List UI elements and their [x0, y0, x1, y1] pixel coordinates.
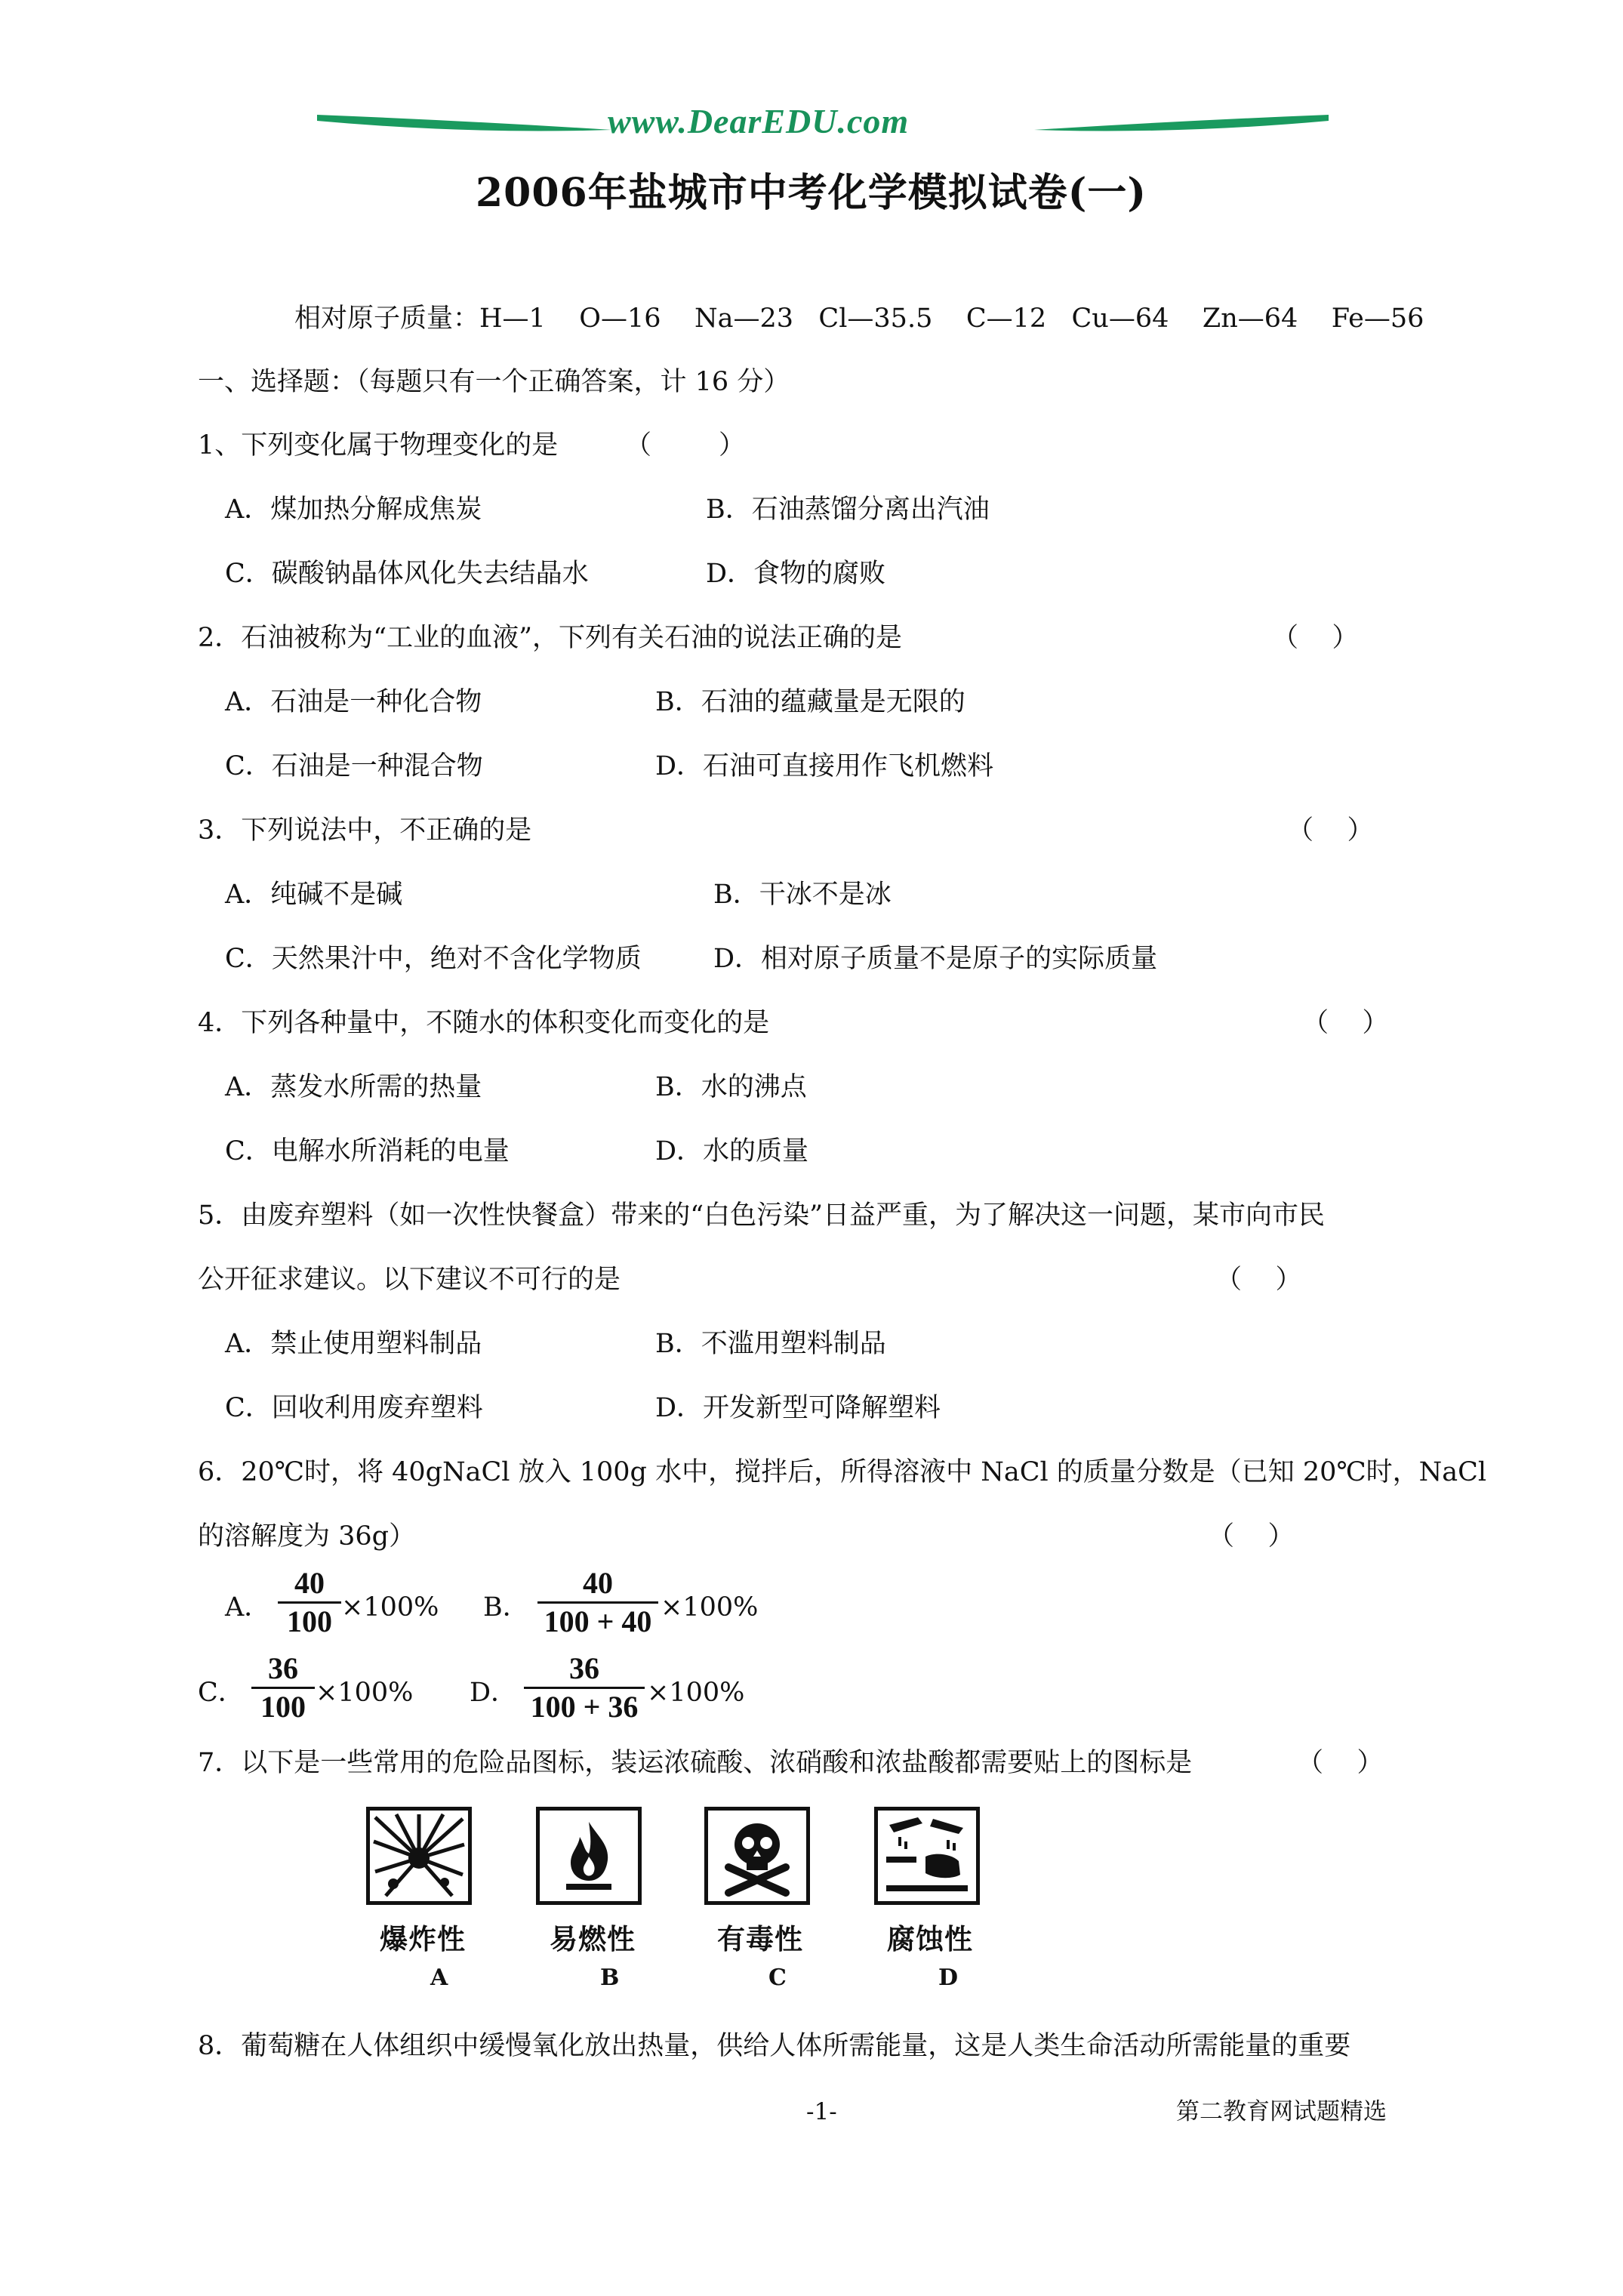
q1-stem: 1、下列变化属于物理变化的是	[198, 430, 559, 461]
q6-stem-line1: 6．20℃时，将 40gNaCl 放入 100g 水中，搅拌后，所得溶液中 NaCl 的质量分数是（已知 20℃时，NaCl	[198, 1457, 1487, 1487]
q6-option-a-label: A．	[225, 1592, 271, 1623]
site-header[interactable]: www.DearEDU.com	[608, 102, 910, 140]
hazard-label-a: 爆炸性	[380, 1922, 466, 1955]
q5-option-a: A．禁止使用塑料制品	[225, 1329, 482, 1359]
q7-stem: 7．以下是一些常用的危险品图标，装运浓硫酸、浓硝酸和浓盐酸都需要贴上的图标是	[198, 1748, 1193, 1778]
corrosive-icon	[879, 1811, 975, 1900]
q5-option-d: D．开发新型可降解塑料	[655, 1393, 941, 1423]
hazard-label-c: 有毒性	[717, 1922, 803, 1955]
flammable-icon	[540, 1811, 637, 1900]
hazard-symbol-d	[874, 1807, 980, 1905]
q6-option-a-denominator: 100	[287, 1604, 332, 1638]
footer-source: 第二教育网试题精选	[1176, 2098, 1387, 2125]
q2-stem: 2．石油被称为“工业的血液”，下列有关石油的说法正确的是	[198, 623, 903, 653]
q6-option-c-fraction	[251, 1652, 315, 1724]
q5-option-b: B．不滥用塑料制品	[655, 1329, 886, 1359]
q4-option-a: A．蒸发水所需的热量	[225, 1072, 482, 1102]
q6-option-c-times: ×100%	[316, 1678, 414, 1708]
hazard-letter-b: B	[600, 1965, 620, 1991]
q6-option-d-numerator: 36	[569, 1651, 599, 1685]
hazard-symbol-a	[366, 1807, 472, 1905]
q2-option-b: B．石油的蕴藏量是无限的	[655, 687, 965, 717]
q8-stem-line1: 8．葡萄糖在人体组织中缓慢氧化放出热量，供给人体所需能量，这是人类生命活动所需能量的重要	[198, 2031, 1351, 2061]
q6-option-d-label: D．	[470, 1678, 518, 1708]
hazard-letter-c: C	[768, 1965, 787, 1991]
q4-answer-paren: （ ）	[1302, 1008, 1389, 1038]
q3-answer-paren: （ ）	[1287, 815, 1374, 846]
section-heading: 一、选择题：（每题只有一个正确答案，计 16 分）	[198, 367, 790, 397]
q6-option-a-times: ×100%	[341, 1592, 439, 1623]
q6-option-b-label: B．	[483, 1592, 529, 1623]
q7-answer-paren: （ ）	[1297, 1748, 1384, 1778]
hazard-letter-a: A	[430, 1965, 448, 1991]
q4-option-d: D．水的质量	[655, 1136, 809, 1166]
hazard-letter-d: D	[938, 1965, 959, 1991]
q3-option-c: C．天然果汁中，绝对不含化学物质	[225, 944, 642, 974]
q6-option-c-denominator: 100	[260, 1690, 306, 1724]
q2-option-c: C．石油是一种混合物	[225, 751, 483, 781]
q2-option-d: D．石油可直接用作飞机燃料	[655, 751, 994, 781]
q6-answer-paren: （ ）	[1208, 1521, 1295, 1552]
q6-option-d-times: ×100%	[647, 1678, 745, 1708]
q6-option-b-fraction	[537, 1567, 658, 1638]
q1-answer-paren: （ ）	[625, 430, 746, 461]
q6-option-a-numerator: 40	[294, 1566, 325, 1600]
hazard-label-b: 易燃性	[550, 1922, 636, 1955]
q6-option-a-fraction	[278, 1567, 341, 1638]
q5-answer-paren: （ ）	[1215, 1265, 1302, 1295]
q5-stem-line1: 5．由废弃塑料（如一次性快餐盒）带来的“白色污染”日益严重，为了解决这一问题，某市向市民	[198, 1200, 1326, 1231]
q3-option-b: B．干冰不是冰	[713, 880, 892, 910]
q5-stem-line2: 公开征求建议。以下建议不可行的是	[198, 1265, 621, 1295]
q6-option-d-fraction	[524, 1652, 645, 1724]
q4-option-c: C．电解水所消耗的电量	[225, 1136, 510, 1166]
q2-answer-paren: （ ）	[1272, 623, 1359, 653]
q1-option-b: B．石油蒸馏分离出汽油	[706, 495, 990, 525]
q3-stem: 3．下列说法中，不正确的是	[198, 815, 532, 846]
q3-option-d: D．相对原子质量不是原子的实际质量	[713, 944, 1158, 974]
hazard-label-d: 腐蚀性	[887, 1922, 973, 1955]
q1-option-c: C．碳酸钠晶体风化失去结晶水	[225, 559, 589, 589]
q1-option-a: A．煤加热分解成焦炭	[225, 495, 482, 525]
page-title: 2006年盐城市中考化学模拟试卷(一)	[476, 170, 1147, 216]
toxic-icon	[709, 1811, 805, 1900]
q6-stem-line2: 的溶解度为 36g）	[198, 1521, 416, 1552]
q3-option-a: A．纯碱不是碱	[225, 880, 403, 910]
q6-option-d-denominator: 100 + 36	[530, 1690, 639, 1724]
q6-option-c-numerator: 36	[268, 1651, 298, 1685]
hazard-symbol-b	[536, 1807, 642, 1905]
q5-option-c: C．回收利用废弃塑料	[225, 1393, 483, 1423]
q1-option-d: D．食物的腐败	[706, 559, 886, 589]
hazard-symbol-c	[704, 1807, 810, 1905]
explosive-icon	[371, 1811, 467, 1900]
atomic-masses: 相对原子质量：H—1 O—16 Na—23 Cl—35.5 C—12 Cu—64 Zn—64 Fe—56	[294, 304, 1424, 334]
q6-option-b-times: ×100%	[661, 1592, 759, 1623]
page-number: -1-	[806, 2098, 837, 2125]
q6-option-c-label: C．	[198, 1678, 245, 1708]
q4-option-b: B．水的沸点	[655, 1072, 807, 1102]
q6-option-b-numerator: 40	[583, 1566, 613, 1600]
q6-option-b-denominator: 100 + 40	[544, 1604, 652, 1638]
q2-option-a: A．石油是一种化合物	[225, 687, 482, 717]
q4-stem: 4．下列各种量中，不随水的体积变化而变化的是	[198, 1008, 770, 1038]
